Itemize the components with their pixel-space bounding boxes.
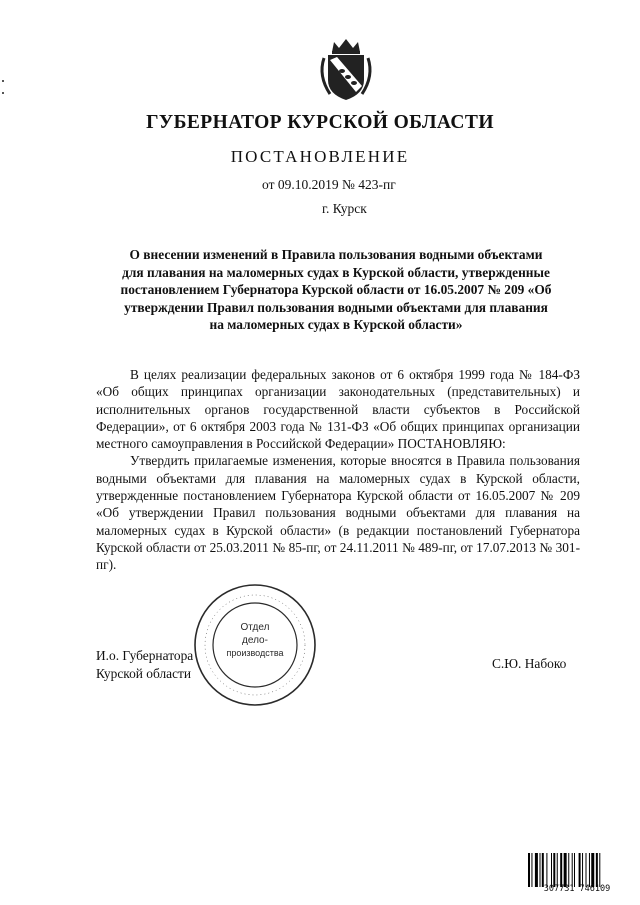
barcode-bar xyxy=(546,853,547,887)
subject-line: для плавания на маломерных судах в Курской области, утвержденные xyxy=(122,264,550,280)
barcode-bar xyxy=(574,853,575,887)
barcode-bar xyxy=(535,853,538,887)
barcode-bar xyxy=(531,853,532,887)
barcode-bar xyxy=(551,853,552,887)
barcode-bar xyxy=(560,853,562,887)
signatory-position xyxy=(96,647,193,683)
barcode-bar xyxy=(542,853,544,887)
barcode-bar xyxy=(568,853,569,887)
scan-mark xyxy=(2,92,4,94)
signatory-position-line: И.о. Губернатора xyxy=(96,648,194,663)
document-date-number: от 09.10.2019 № 423-пг xyxy=(262,177,396,192)
barcode-bar xyxy=(528,853,530,887)
barcode-bar xyxy=(579,853,581,887)
signatory-position-line: Курской области xyxy=(96,666,192,681)
subject-line: утверждении Правил пользования водными объектами для плавания xyxy=(124,299,548,315)
barcode-bar xyxy=(591,853,594,887)
barcode-bar xyxy=(582,853,583,887)
document-city: г. Курск xyxy=(322,201,367,216)
barcode-bar xyxy=(572,853,573,887)
barcode-bar xyxy=(553,853,555,887)
stamp-line: производства xyxy=(226,648,284,658)
document-subject xyxy=(96,246,576,334)
barcode-number: 307731 746109 xyxy=(543,884,611,894)
barcode-bar xyxy=(564,853,567,887)
barcode-bar xyxy=(540,853,541,887)
office-stamp xyxy=(192,582,318,708)
barcode-bar xyxy=(586,853,587,887)
signatory-name: С.Ю. Набоко xyxy=(492,656,567,671)
preamble-paragraph: В целях реализации федеральных законов от 6 октября 1999 года № 184-ФЗ «Об общих принципах организации законодательных (представительных) и исполнительных органов государственной власти субъектов в Российской Федерации», от 6 октября 2003 года № 131-ФЗ «Об общих принципах организации местного самоуправления в Российской Федерации» ПОСТАНОВЛЯЮ: xyxy=(96,367,580,452)
stamp-line: дело- xyxy=(242,635,268,646)
subject-line: постановлением Губернатора Курской области от 16.05.2007 № 209 «Об xyxy=(120,282,552,297)
barcode-bar xyxy=(599,853,600,887)
barcode-bar xyxy=(589,853,590,887)
document-body xyxy=(96,366,580,574)
subject-line: на маломерных судах в Курской области» xyxy=(209,317,463,332)
resolution-paragraph: Утвердить прилагаемые изменения, которые вносятся в Правила пользования водными объектами для плавания на маломерных судах в Курской области, утвержденные постановлением Губернатора Курской области от 16.05.2007 № 209 «Об утверждении Правил пользования водными объектами для плавания на маломерных судах в Курской области» (в редакции постановлений Губернатора Курской области от 25.03.2011 № 85-пг, от 24.11.2011 № 489-пг, от 17.07.2013 № 301-пг). xyxy=(96,453,580,573)
scan-mark xyxy=(2,80,4,82)
barcode-bar xyxy=(557,853,558,887)
barcode-bar xyxy=(596,853,598,887)
stamp-line: Отдел xyxy=(240,622,270,633)
document-type: ПОСТАНОВЛЕНИЕ xyxy=(230,147,410,166)
subject-line: О внесении изменений в Правила пользования водными объектами xyxy=(129,247,543,262)
kursk-coat-of-arms-icon xyxy=(316,36,376,102)
issuer-title: ГУБЕРНАТОР КУРСКОЙ ОБЛАСТИ xyxy=(146,112,494,133)
